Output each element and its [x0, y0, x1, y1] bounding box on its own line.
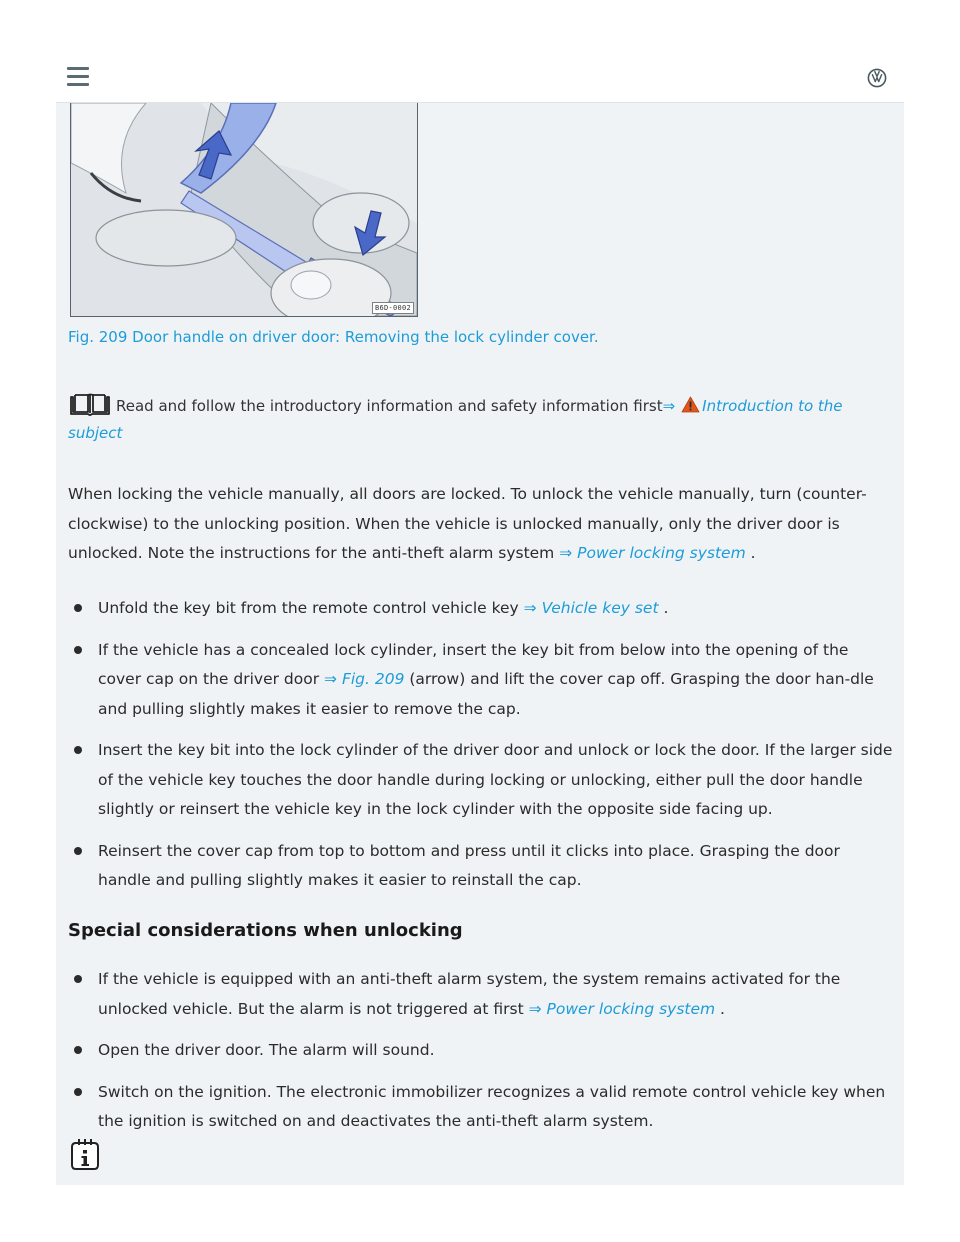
special-text-end: .	[715, 999, 725, 1018]
figure-code: B6D-0002	[372, 302, 414, 314]
intro-text: When locking the vehicle manually, all doors are locked. To unlock the vehicle manually, turn (counter-clockwise) to the unlocking position. When the vehicle is unlocked manually, only the driver door is unlocked. Note the instructions for the anti-theft alarm system	[68, 485, 867, 562]
list-item	[68, 636, 894, 725]
special-considerations-heading: Special considerations when unlocking	[68, 920, 463, 941]
intro-paragraph	[68, 480, 894, 569]
content-area	[56, 103, 904, 1185]
info-icon	[70, 1138, 100, 1170]
figure-caption: Fig. 209 Door handle on driver door: Removing the lock cylinder cover.	[68, 328, 599, 346]
read-first-text: Read and follow the introductory information and safety information first	[116, 397, 663, 415]
hamburger-menu-icon[interactable]	[67, 67, 89, 87]
door-handle-illustration	[71, 103, 417, 316]
list-item	[68, 965, 894, 1024]
step-text-end: (arrow) and lift the cover cap off. Grasping the door han-dle and pulling slightly makes it easier to remove the cap.	[98, 670, 874, 718]
list-item	[68, 736, 894, 825]
vw-logo-icon[interactable]	[867, 68, 887, 88]
read-first-notice	[68, 393, 892, 447]
figure-door-handle	[70, 103, 418, 317]
special-text: Switch on the ignition. The electronic immobilizer recognizes a valid remote control vehicle key when the ignition is switched on and deactivates the anti-theft alarm system.	[98, 1082, 886, 1130]
read-first-arrow[interactable]: ⇒	[662, 397, 676, 415]
warning-triangle-icon	[681, 396, 700, 413]
special-text: If the vehicle is equipped with an anti-theft alarm system, the system remains activated for the unlocked vehicle. But the alarm is not triggered at first	[98, 970, 841, 1018]
book-icon	[68, 393, 112, 417]
step-text-end: .	[658, 599, 669, 617]
steps-list	[68, 594, 894, 908]
step-text: Reinsert the cover cap from top to bottom and press until it clicks into place. Grasping the door handle and pulling slightly makes it easier to reinstall the cap.	[98, 841, 840, 889]
list-item	[68, 1036, 894, 1066]
list-item	[68, 1078, 894, 1137]
step-text: If the vehicle has a concealed lock cylinder, insert the key bit from below into the opening of the cover cap on the driver door	[98, 640, 849, 688]
power-locking-link[interactable]: ⇒ Power locking system	[559, 544, 746, 562]
special-text: Open the driver door. The alarm will sound.	[98, 1041, 435, 1059]
step-text: Insert the key bit into the lock cylinder of the driver door and unlock or lock the door. If the larger side of the vehicle key touches the door handle during locking or unlocking, either pull the door handle slightly or reinsert the vehicle key in the lock cylinder with the opposite side facing up.	[98, 741, 893, 818]
top-bar	[56, 52, 904, 103]
special-list	[68, 965, 894, 1149]
list-item	[68, 594, 894, 624]
intro-end: .	[745, 544, 756, 562]
power-locking-link-2[interactable]: ⇒ Power locking system	[528, 999, 716, 1018]
fig-209-link[interactable]: ⇒ Fig. 209	[324, 670, 405, 688]
vehicle-key-set-link[interactable]: ⇒ Vehicle key set	[523, 599, 659, 617]
list-item	[68, 837, 894, 896]
step-text: Unfold the key bit from the remote control vehicle key	[98, 599, 524, 617]
introduction-link[interactable]: Introduction to the subject	[68, 397, 843, 442]
